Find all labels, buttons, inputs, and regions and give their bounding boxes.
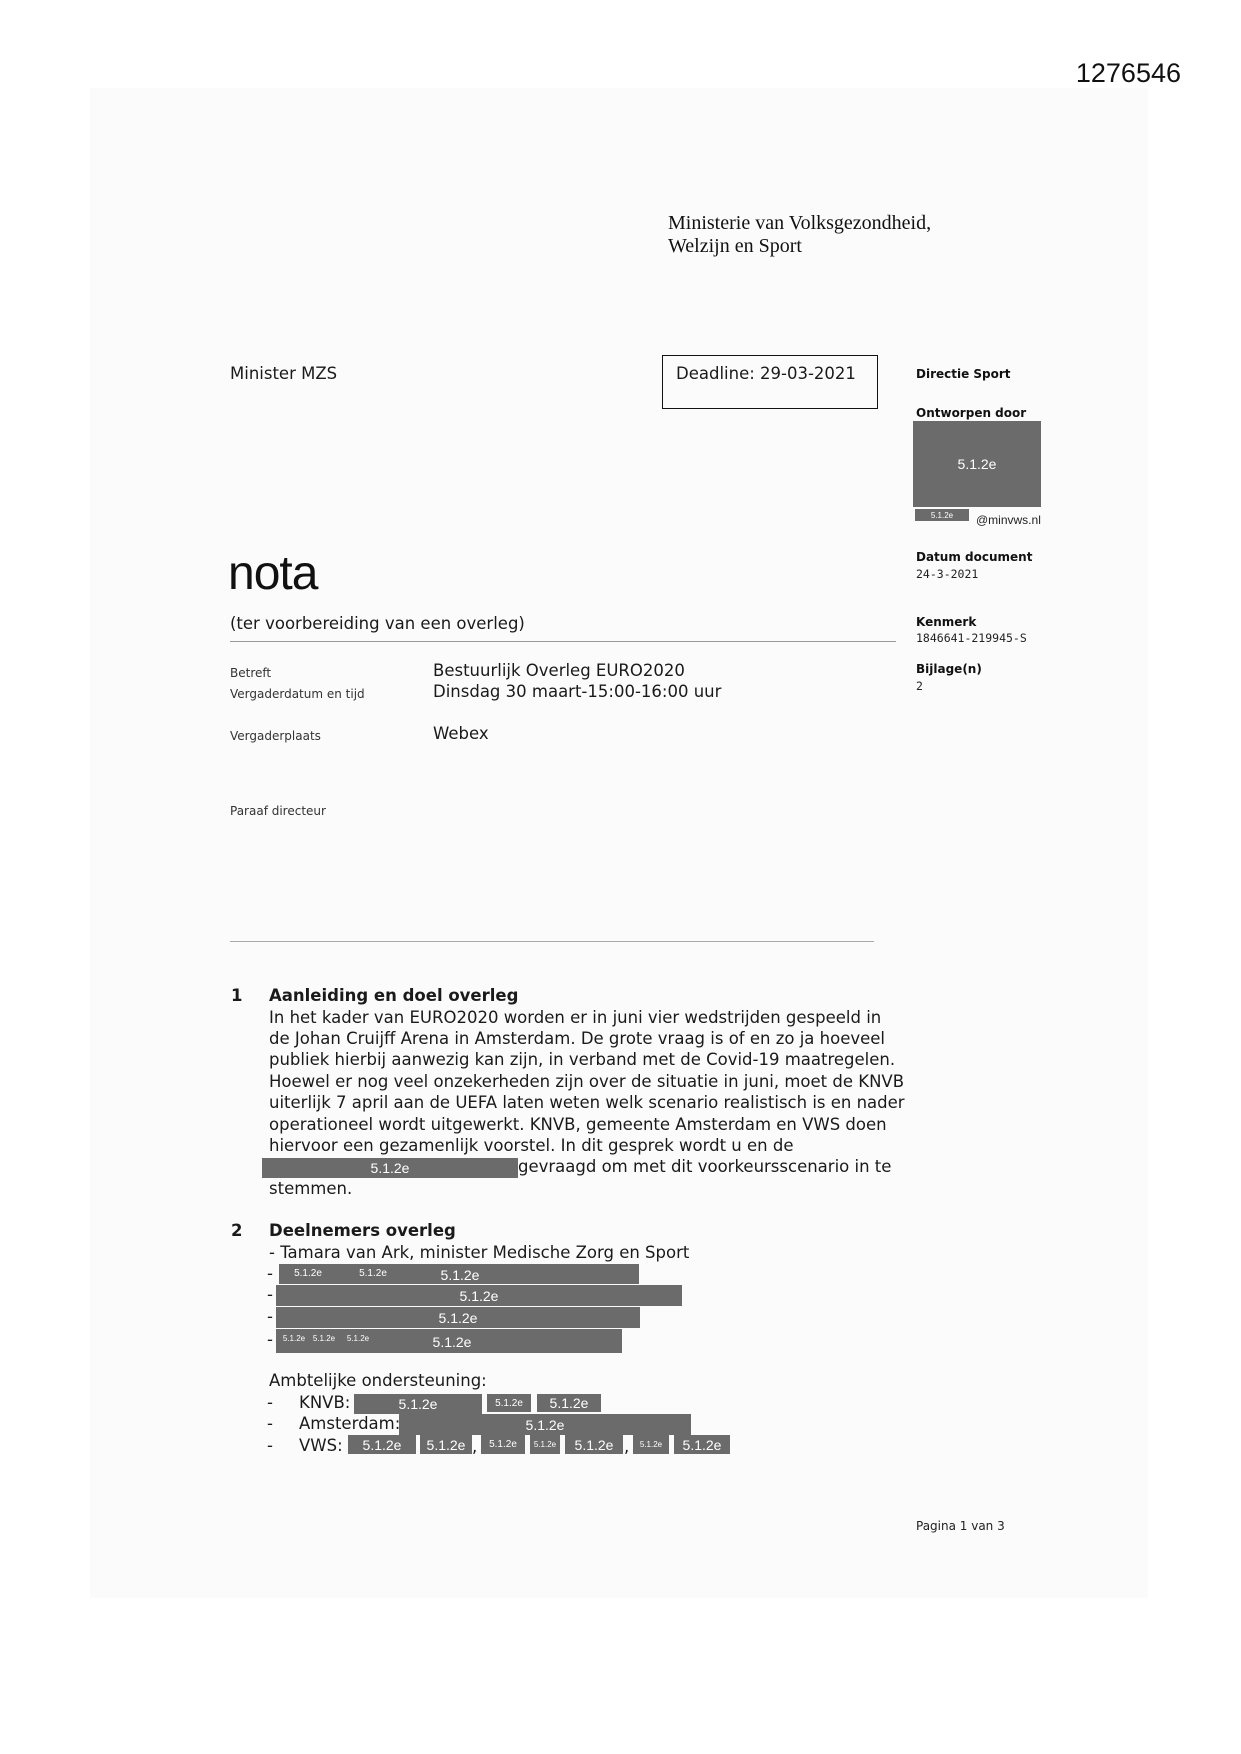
location-label: Vergaderplaats bbox=[230, 729, 321, 743]
redaction-block: 5.1.2e bbox=[425, 1266, 495, 1284]
redaction-block: 5.1.2e bbox=[487, 1394, 531, 1412]
knvb-label: KNVB: bbox=[299, 1393, 351, 1412]
attachments-label: Bijlage(n) bbox=[916, 662, 982, 676]
redaction-block: 5.1.2e bbox=[537, 1394, 601, 1412]
document-title: nota bbox=[228, 547, 318, 600]
paragraph-line: In het kader van EURO2020 worden er in juni vier wedstrijden gespeeld in bbox=[269, 1008, 882, 1027]
redaction-block: 5.1.2e bbox=[282, 1333, 306, 1343]
support-heading: Ambtelijke ondersteuning: bbox=[269, 1371, 487, 1390]
list-dash: - bbox=[267, 1393, 273, 1412]
redaction-block: 5.1.2e bbox=[399, 1414, 691, 1435]
reference-value: 1846641-219945-S bbox=[916, 631, 1027, 645]
paragraph-line: operationeel wordt uitgewerkt. KNVB, gemeente Amsterdam en VWS doen bbox=[269, 1115, 887, 1134]
document-subtitle: (ter voorbereiding van een overleg) bbox=[230, 614, 525, 633]
section-number: 2 bbox=[231, 1221, 243, 1240]
redaction-block: 5.1.2e bbox=[420, 1435, 472, 1454]
vws-label: VWS: bbox=[299, 1436, 343, 1455]
directorate-label: Directie Sport bbox=[916, 367, 1011, 381]
document-number: 1276546 bbox=[1075, 58, 1181, 88]
divider bbox=[230, 941, 874, 942]
paragraph-line: uiterlijk 7 april aan de UEFA laten weten welk scenario realistisch is en nader bbox=[269, 1093, 905, 1112]
ministry-line-2: Welzijn en Sport bbox=[668, 235, 802, 257]
paragraph-line: gevraagd om met dit voorkeursscenario in te bbox=[518, 1157, 892, 1176]
addressee: Minister MZS bbox=[230, 364, 338, 383]
redaction-block: 5.1.2e bbox=[312, 1333, 336, 1343]
redaction-block: 5.1.2e bbox=[633, 1435, 669, 1454]
paragraph-line: hiervoor een gezamenlijk voorstel. In dit gesprek wordt u en de bbox=[269, 1136, 794, 1155]
datetime-label: Vergaderdatum en tijd bbox=[230, 687, 365, 701]
paragraph-line: de Johan Cruijff Arena in Amsterdam. De grote vraag is of en zo ja hoeveel bbox=[269, 1029, 885, 1048]
paragraph-line: publiek hierbij aanwezig kan zijn, in verband met de Covid-19 maatregelen. bbox=[269, 1050, 896, 1069]
list-dash: - bbox=[267, 1264, 273, 1283]
ministry-line-1: Ministerie van Volksgezondheid, bbox=[668, 212, 932, 234]
attachments-value: 2 bbox=[916, 679, 923, 693]
redaction-block: 5.1.2e bbox=[565, 1435, 623, 1454]
list-dash: - bbox=[267, 1436, 273, 1455]
location-value: Webex bbox=[433, 724, 489, 743]
page-number: Pagina 1 van 3 bbox=[916, 1519, 1005, 1533]
list-comma: , bbox=[472, 1437, 478, 1456]
deadline-text: Deadline: 29-03-2021 bbox=[676, 364, 856, 383]
redaction-block: 5.1.2e bbox=[418, 1333, 486, 1351]
section-title: Deelnemers overleg bbox=[269, 1221, 456, 1240]
redaction-block: 5.1.2e bbox=[276, 1285, 682, 1306]
redaction-block: 5.1.2e bbox=[262, 1158, 518, 1178]
redaction-block: 5.1.2e bbox=[530, 1435, 560, 1454]
paragraph-line: Hoewel er nog veel onzekerheden zijn over de situatie in juni, moet de KNVB bbox=[269, 1072, 905, 1091]
redaction-block: 5.1.2e bbox=[342, 1332, 374, 1344]
date-label: Datum document bbox=[916, 550, 1033, 564]
date-value: 24-3-2021 bbox=[916, 567, 979, 581]
reference-label: Kenmerk bbox=[916, 615, 977, 629]
redaction-block: 5.1.2e bbox=[348, 1435, 416, 1454]
divider bbox=[230, 641, 896, 642]
document-page bbox=[90, 88, 1148, 1598]
subject-label: Betreft bbox=[230, 666, 272, 680]
list-dash: - bbox=[267, 1414, 273, 1433]
email-domain: @minvws.nl bbox=[976, 513, 1041, 527]
designed-by-label: Ontworpen door bbox=[916, 406, 1027, 420]
list-comma: , bbox=[624, 1437, 630, 1456]
ministry-logo-text bbox=[668, 212, 931, 258]
initials-label: Paraaf directeur bbox=[230, 804, 326, 818]
redaction-block: 5.1.2e bbox=[283, 1264, 333, 1282]
redaction-block: 5.1.2e bbox=[674, 1435, 730, 1454]
redaction-block: 5.1.2e bbox=[481, 1435, 525, 1454]
paragraph-line: stemmen. bbox=[269, 1179, 353, 1198]
subject-value: Bestuurlijk Overleg EURO2020 bbox=[433, 661, 685, 680]
section-title: Aanleiding en doel overleg bbox=[269, 986, 519, 1005]
redaction-block: 5.1.2e bbox=[348, 1264, 398, 1282]
amsterdam-label: Amsterdam: bbox=[299, 1414, 401, 1433]
list-dash: - bbox=[267, 1285, 273, 1304]
participant-item: - Tamara van Ark, minister Medische Zorg en Sport bbox=[269, 1243, 690, 1262]
list-dash: - bbox=[267, 1307, 273, 1326]
section-number: 1 bbox=[231, 986, 243, 1005]
redaction-block: 5.1.2e bbox=[915, 509, 969, 521]
redaction-block: 5.1.2e bbox=[354, 1394, 482, 1414]
redaction-block: 5.1.2e bbox=[276, 1307, 640, 1328]
list-dash: - bbox=[267, 1330, 273, 1349]
datetime-value: Dinsdag 30 maart-15:00-16:00 uur bbox=[433, 682, 722, 701]
redaction-block: 5.1.2e bbox=[913, 421, 1041, 507]
